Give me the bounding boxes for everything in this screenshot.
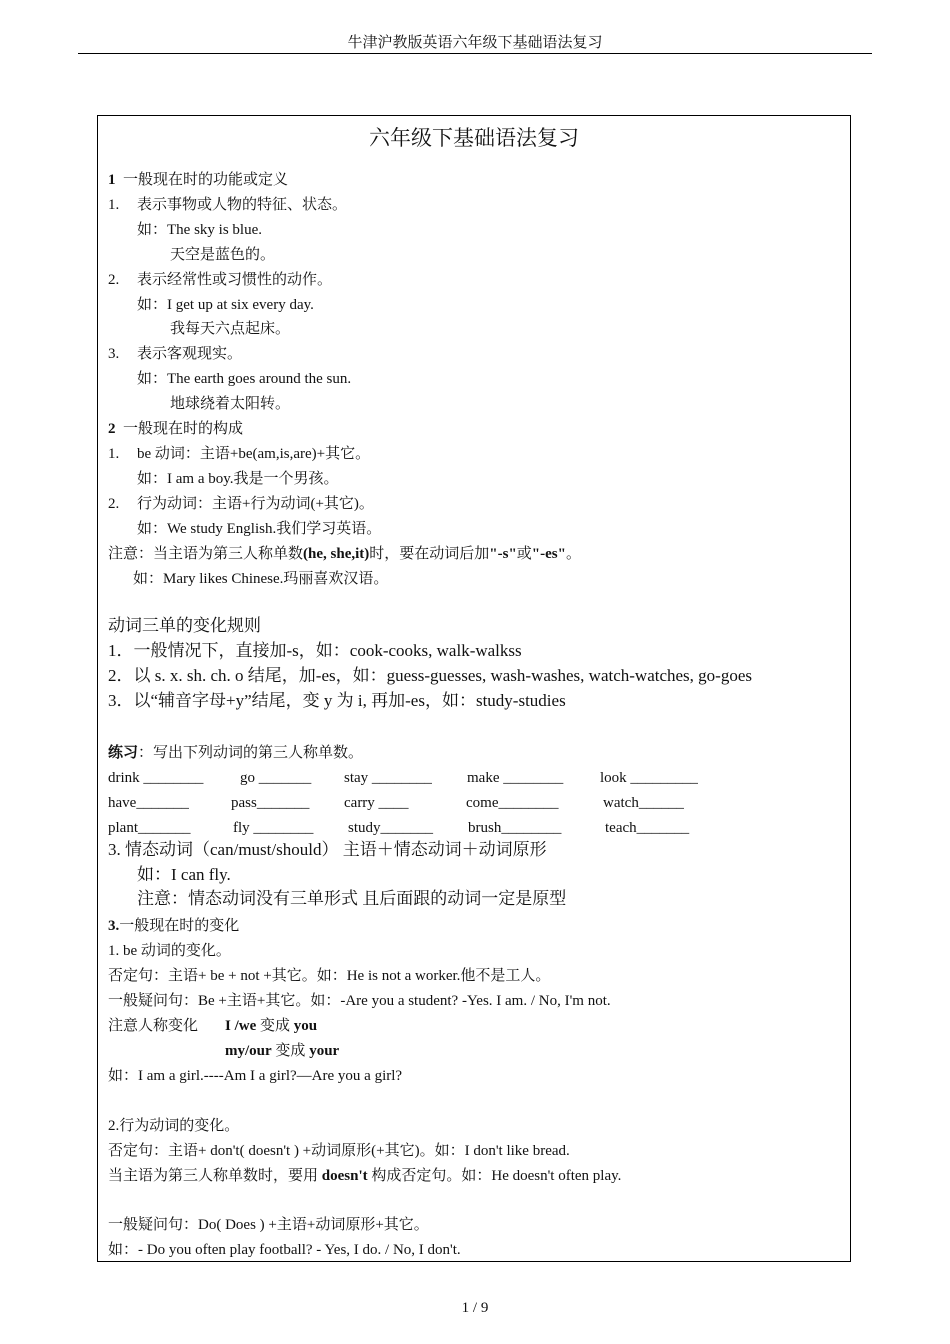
s2-note: 注意：当主语为第三人称单数(he, she,it)时，要在动词后加"-s"或"-es"。 <box>108 546 581 562</box>
rule-1: 1．一般情况下，直接加-s，如：cook-cooks, walk-walkss <box>108 641 522 660</box>
practice-item[interactable]: go _______ <box>240 770 312 786</box>
section-1-heading: 1 一般现在时的功能或定义 <box>108 172 289 188</box>
practice-row-3 <box>108 818 828 838</box>
s3-be-example: 如：I am a girl.----Am I a girl?—Are you a girl? <box>108 1068 403 1084</box>
practice-item[interactable]: drink ________ <box>108 770 204 786</box>
s3-be-question: 一般疑问句：Be +主语+其它。如：-Are you a student? -Yes. I am. / No, I'm not. <box>108 993 611 1009</box>
s1-item-1-num: 1. <box>108 197 120 213</box>
rules-heading: 动词三单的变化规则 <box>108 616 261 635</box>
practice-item[interactable]: make ________ <box>467 770 564 786</box>
practice-row-1 <box>108 768 828 788</box>
rule-3: 3．以“辅音字母+y”结尾，变 y 为 i, 再加-es，如：study-studies <box>108 691 566 710</box>
running-header: 牛津沪教版英语六年级下基础语法复习 <box>347 35 603 51</box>
section-3-heading: 3.一般现在时的变化 <box>108 918 240 934</box>
s3-be-negative: 否定句：主语+ be + not +其它。如：He is not a worker.他不是工人。 <box>108 968 551 984</box>
section-2-heading: 2 一般现在时的构成 <box>108 421 244 437</box>
s3-verb-title: 2.行为动词的变化。 <box>108 1118 240 1134</box>
s2-item-1-example: 如：I am a boy.我是一个男孩。 <box>137 471 339 487</box>
header-rule <box>78 53 872 54</box>
s1-item-1-example: 如：The sky is blue. <box>137 222 262 238</box>
s3-be-title: 1. be 动词的变化。 <box>108 943 231 959</box>
practice-item[interactable]: come________ <box>466 795 559 811</box>
practice-row-2 <box>108 793 828 813</box>
modal-example: 如：I can fly. <box>137 865 231 884</box>
s2-item-2-num: 2. <box>108 496 120 512</box>
practice-item[interactable]: brush________ <box>468 820 562 836</box>
practice-item[interactable]: teach_______ <box>605 820 690 836</box>
s2-note-example: 如：Mary likes Chinese.玛丽喜欢汉语。 <box>133 571 389 587</box>
practice-item[interactable]: carry ____ <box>344 795 409 811</box>
s2-item-1-text: be 动词：主语+be(am,is,are)+其它。 <box>137 446 371 462</box>
practice-item[interactable]: study_______ <box>348 820 434 836</box>
practice-item[interactable]: look _________ <box>600 770 698 786</box>
s2-item-1-num: 1. <box>108 446 120 462</box>
s3-be-change-1: I /we 变成 you <box>225 1018 318 1034</box>
s2-item-2-example: 如：We study English.我们学习英语。 <box>137 521 382 537</box>
s3-verb-third-person: 当主语为第三人称单数时，要用 doesn't 构成否定句。如：He doesn't often play. <box>108 1168 622 1184</box>
practice-instruction: 练习：写出下列动词的第三人称单数。 <box>108 745 364 761</box>
practice-item[interactable]: watch______ <box>603 795 684 811</box>
s1-item-1-translation: 天空是蓝色的。 <box>170 247 276 263</box>
document-title: 六年级下基础语法复习 <box>369 126 579 150</box>
s3-verb-question: 一般疑问句：Do( Does ) +主语+动词原形+其它。 <box>108 1217 429 1233</box>
practice-item[interactable]: plant_______ <box>108 820 191 836</box>
s1-item-3-num: 3. <box>108 346 120 362</box>
s1-item-2-num: 2. <box>108 272 120 288</box>
modal-note: 注意：情态动词没有三单形式 且后面跟的动词一定是原型 <box>137 889 567 908</box>
s1-item-2-translation: 我每天六点起床。 <box>170 321 291 337</box>
practice-item[interactable]: have_______ <box>108 795 189 811</box>
s2-item-2-text: 行为动词：主语+行为动词(+其它)。 <box>137 496 374 512</box>
s3-be-note-label: 注意人称变化 <box>108 1018 199 1034</box>
rule-2: 2．以 s. x. sh. ch. o 结尾，加-es，如：guess-guesses, wash-washes, watch-watches, go-goes <box>108 666 752 685</box>
page-number: 1 / 9 <box>461 1300 489 1316</box>
s1-item-3-example: 如：The earth goes around the sun. <box>137 371 352 387</box>
practice-item[interactable]: stay ________ <box>344 770 432 786</box>
s1-item-2-text: 表示经常性或习惯性的动作。 <box>137 272 333 288</box>
s3-verb-question-example: 如：- Do you often play football? - Yes, I do. / No, I don't. <box>108 1242 461 1258</box>
s3-verb-negative: 否定句：主语+ don't( doesn't ) +动词原形(+其它)。如：I don't like bread. <box>108 1143 570 1159</box>
s1-item-3-text: 表示客观现实。 <box>137 346 243 362</box>
s3-be-change-2: my/our 变成 your <box>225 1043 340 1059</box>
practice-item[interactable]: fly ________ <box>233 820 314 836</box>
s1-item-1-text: 表示事物或人物的特征、状态。 <box>137 197 348 213</box>
practice-item[interactable]: pass_______ <box>231 795 310 811</box>
modal-line: 3. 情态动词（can/must/should） 主语＋情态动词＋动词原形 <box>108 840 547 859</box>
s1-item-3-translation: 地球绕着太阳转。 <box>170 396 291 412</box>
s1-item-2-example: 如：I get up at six every day. <box>137 297 314 313</box>
